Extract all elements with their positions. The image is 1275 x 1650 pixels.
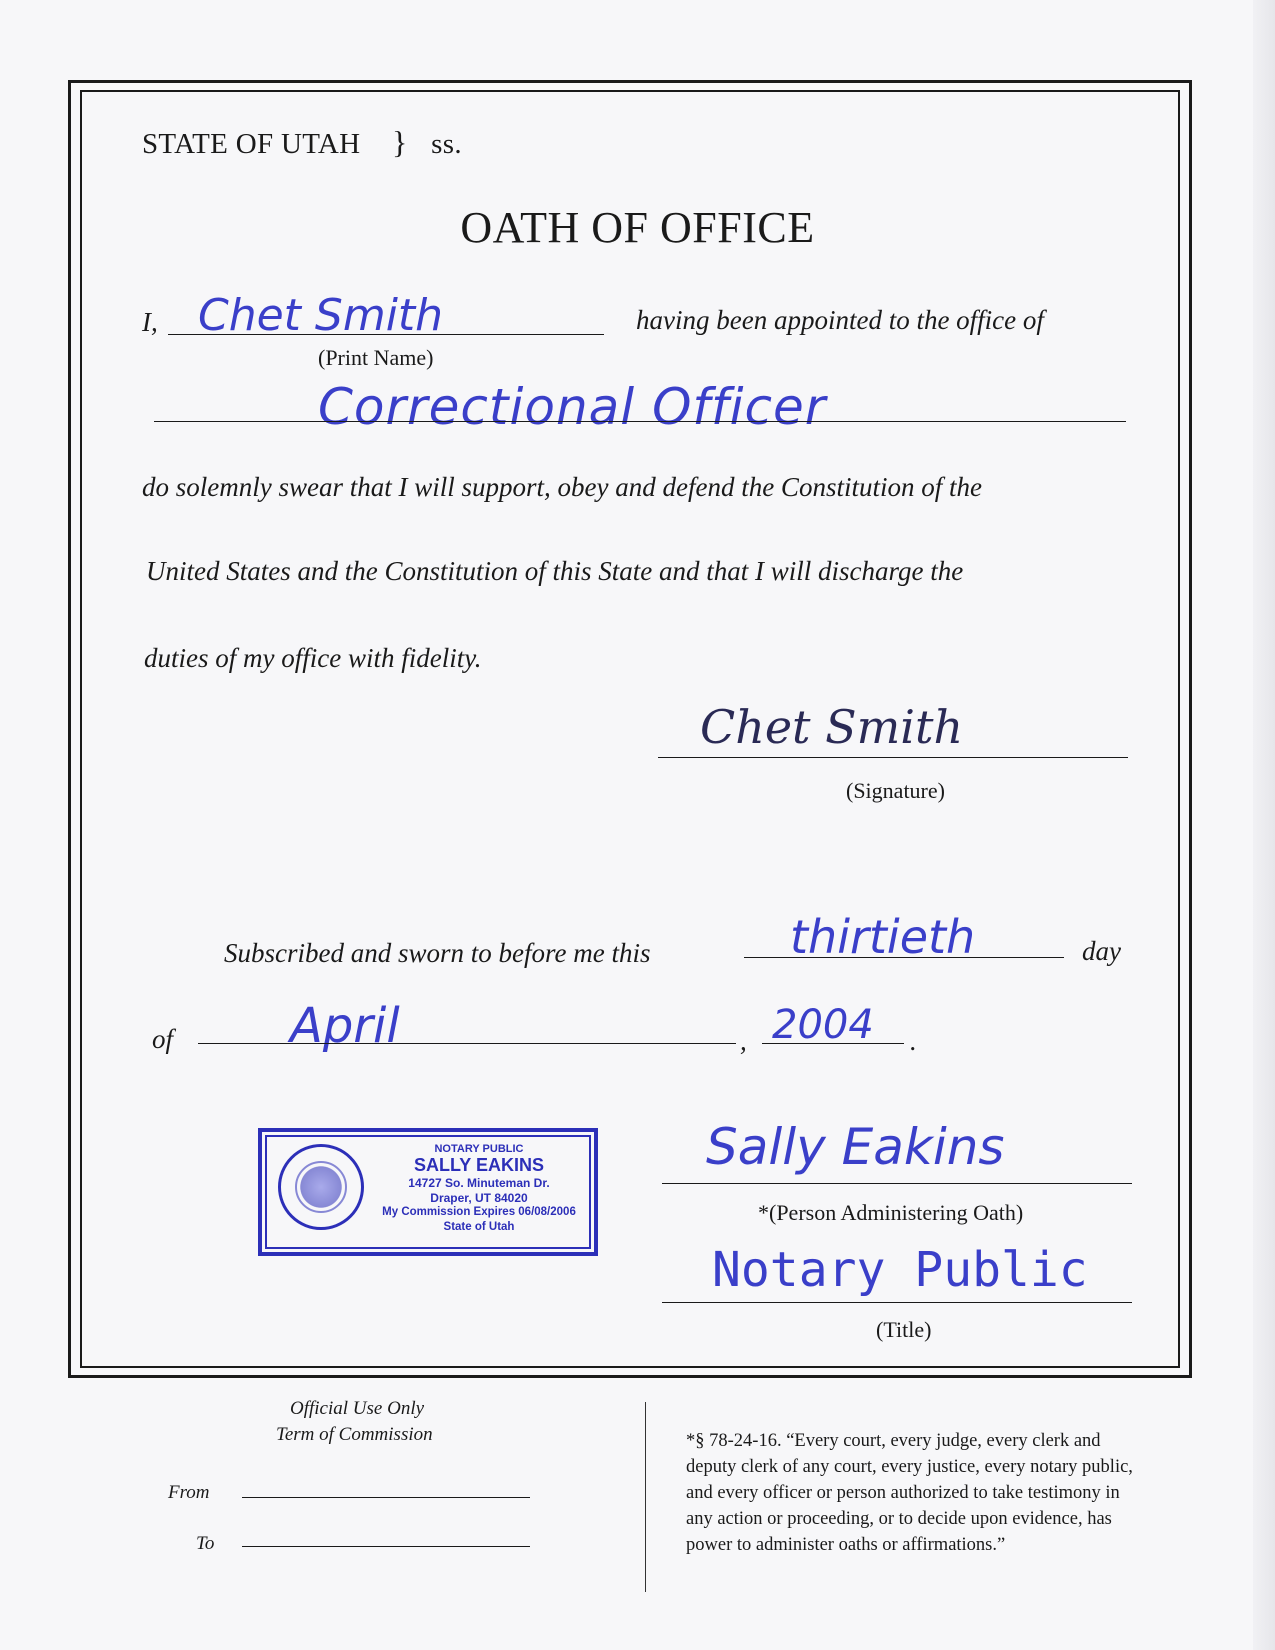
day-handwriting: thirtieth — [790, 910, 976, 964]
oath-line-3: duties of my office with fidelity. — [144, 643, 482, 673]
office-handwriting: Correctional Officer — [318, 378, 827, 436]
notary-stamp — [258, 1128, 598, 1256]
statute-line: *§ 78-24-16. “Every court, every judge, every clerk and — [686, 1431, 1101, 1451]
comma: , — [740, 1026, 747, 1056]
inner-border — [80, 90, 1180, 1368]
statute-text — [686, 1428, 1206, 1558]
day-text: day — [1082, 936, 1121, 966]
period: . — [910, 1026, 917, 1056]
stamp-line-6: State of Utah — [443, 1221, 515, 1233]
stamp-line-5: My Commission Expires 06/08/2006 — [382, 1206, 576, 1218]
oath-line-1: do solemnly swear that I will support, obey and defend the Constitution of the — [142, 472, 982, 502]
oath-line-2: United States and the Constitution of this State and that I will discharge the — [146, 556, 964, 586]
month-line — [198, 1043, 736, 1044]
signature-line — [658, 757, 1128, 758]
subscribed-text: Subscribed and sworn to before me this — [224, 938, 651, 968]
official-use-text: Official Use Only — [290, 1398, 425, 1419]
seal-emblem-icon — [295, 1161, 347, 1213]
to-line — [242, 1546, 530, 1547]
month-handwriting: April — [290, 998, 400, 1054]
ss-text: ss. — [431, 128, 462, 160]
from-line — [242, 1497, 530, 1498]
print-name-handwriting: Chet Smith — [198, 290, 444, 341]
statute-line: deputy clerk of any court, every justice, every notary public, — [686, 1457, 1133, 1477]
state-text: STATE OF UTAH — [142, 128, 361, 160]
year-handwriting: 2004 — [772, 1002, 874, 1048]
print-name-label: (Print Name) — [318, 345, 434, 370]
day-line — [744, 957, 1064, 958]
officer-signature: Chet Smith — [700, 700, 964, 754]
statute-line: any action or proceeding, or to decide upon evidence, has — [686, 1509, 1112, 1529]
of-text: of — [152, 1024, 174, 1054]
from-label: From — [168, 1482, 210, 1503]
signature-label: (Signature) — [846, 778, 945, 803]
term-of-commission-text: Term of Commission — [276, 1424, 433, 1445]
ss-brace: } — [391, 124, 408, 160]
notary-title-handwriting: Notary Public — [712, 1242, 1088, 1298]
statute-line: power to administer oaths or affirmations.” — [686, 1535, 1006, 1555]
stamp-line-2: SALLY EAKINS — [413, 1155, 545, 1175]
footer-divider — [645, 1402, 646, 1592]
office-line — [154, 421, 1126, 422]
to-label: To — [196, 1533, 215, 1554]
appointed-text: having been appointed to the office of — [636, 305, 1044, 335]
stamp-line-1: NOTARY PUBLIC — [434, 1143, 524, 1155]
year-line — [762, 1043, 904, 1044]
i-prefix: I, — [142, 307, 158, 337]
statute-line: and every officer or person authorized to take testimony in — [686, 1483, 1120, 1503]
administering-label: *(Person Administering Oath) — [758, 1200, 1024, 1225]
stamp-line-4: Draper, UT 84020 — [430, 1191, 528, 1205]
title-line — [662, 1302, 1132, 1303]
title-label: (Title) — [876, 1317, 932, 1342]
stamp-line-3: 14727 So. Minuteman Dr. — [408, 1176, 550, 1190]
state-of-utah-heading — [142, 124, 462, 161]
administering-line — [662, 1183, 1132, 1184]
page-title: OATH OF OFFICE — [460, 203, 815, 252]
state-seal-icon — [278, 1144, 364, 1230]
notary-signature: Sally Eakins — [706, 1118, 1005, 1176]
